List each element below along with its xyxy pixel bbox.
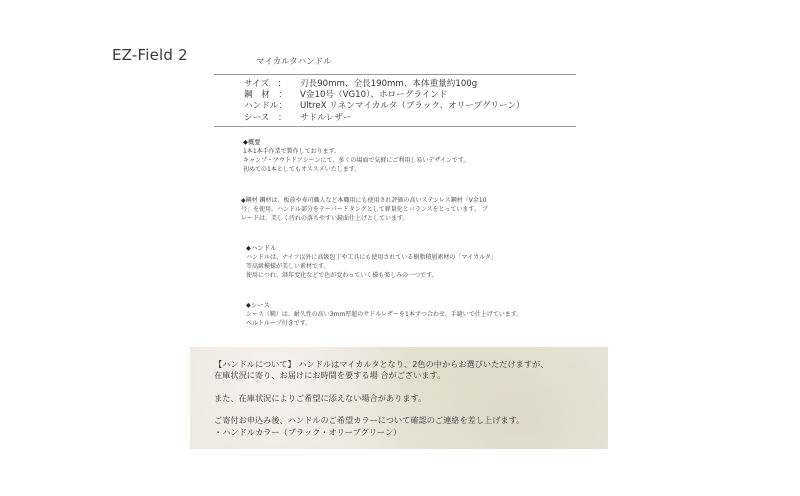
notice-line: ご寄付お申込み後、ハンドルのご希望カラーについて確認のご連絡を差し上げます。 xyxy=(214,415,525,426)
notice-spacer xyxy=(214,382,548,393)
notice-spacer xyxy=(214,404,548,415)
spec-key: シース ： xyxy=(244,112,287,123)
spec-value: サドルレザー xyxy=(300,112,352,123)
divider-top xyxy=(214,74,576,75)
spec-row-handle xyxy=(244,101,525,112)
spec-row-size xyxy=(244,79,525,90)
handle-notice-box xyxy=(190,347,608,449)
spec-key: サイズ ： xyxy=(244,79,287,89)
spec-value: 刃長90mm、全長190mm、本体重量約100g xyxy=(300,79,478,89)
section-line: 1本1本手作業で製作しております。 xyxy=(243,148,341,155)
page-title: EZ-Field 2 xyxy=(112,46,188,64)
section-line: ベルトループ付きです。 xyxy=(246,320,312,327)
notice-text xyxy=(214,359,548,438)
section-heading: ◆ハンドル xyxy=(246,244,277,252)
section-heading: ◆シース xyxy=(246,301,270,309)
section-steel xyxy=(241,196,488,223)
section-line: 等高級模様が美しい素材です。 xyxy=(246,263,330,270)
product-subtitle: マイカルタハンドル xyxy=(256,57,332,67)
notice-line: 在庫状況に寄り、お届けにお時間を要する場 合がございます。 xyxy=(214,370,446,381)
notice-line: また、在庫状況によりご希望に添えない場合があります。 xyxy=(214,392,427,403)
notice-line: ・ハンドルカラー（ブラック・オリーブグリーン） xyxy=(214,426,402,437)
divider-bottom xyxy=(214,126,576,127)
spec-key: ハンドル： xyxy=(244,101,287,112)
section-line: 初めての1本としてもオススメいたします。 xyxy=(243,166,361,173)
notice-line: 【ハンドルについて】 ハンドルはマイカルタとなり、2色の中からお選びいただけますが、 xyxy=(214,359,549,369)
section-overview xyxy=(243,138,469,174)
section-line: ハンドルは、ナイフ以外に高級包丁や工具にも使用されている樹脂積層素材の「マイカルタ」 xyxy=(246,254,497,261)
section-handle xyxy=(246,244,497,280)
spec-table xyxy=(244,79,525,124)
spec-key: 鋼 材 ： xyxy=(244,90,287,101)
section-line: ◆鋼材 鋼材は、板前や寿司職人など本職用にも使用され評価の高いステンレス鋼材「V金10 xyxy=(241,197,487,204)
section-line: キャンプ・アウトドアシーンにて、多くの場面で気軽にご利用し易いデザインです。 xyxy=(243,157,470,164)
section-line: レードは、美しく汚れの落ちやすい鏡面仕上げとしています。 xyxy=(241,215,409,222)
section-line: 使用につれ、経年変化などで色が変わっていく様も楽しみの一つです。 xyxy=(246,272,438,279)
section-heading: ◆概要 xyxy=(243,138,261,146)
spec-value: UltreX リネンマイカルタ（ブラック、オリーブグリーン） xyxy=(300,101,525,112)
section-line: シース（鞘）は、耐久性の高い3mm厚超のサドルレザーを1本ずつ合わせ、手縫いで仕上げています。 xyxy=(246,311,523,318)
section-line: 号」を使用。ハンドル部分をテーパードタングとして軽量化とバランスをとっています。 ブ xyxy=(241,206,488,213)
section-sheath xyxy=(246,301,522,328)
spec-row-steel xyxy=(244,90,525,101)
spec-row-sheath xyxy=(244,113,525,124)
spec-value: V金10号（VG10）、ホローグラインド xyxy=(300,90,448,101)
